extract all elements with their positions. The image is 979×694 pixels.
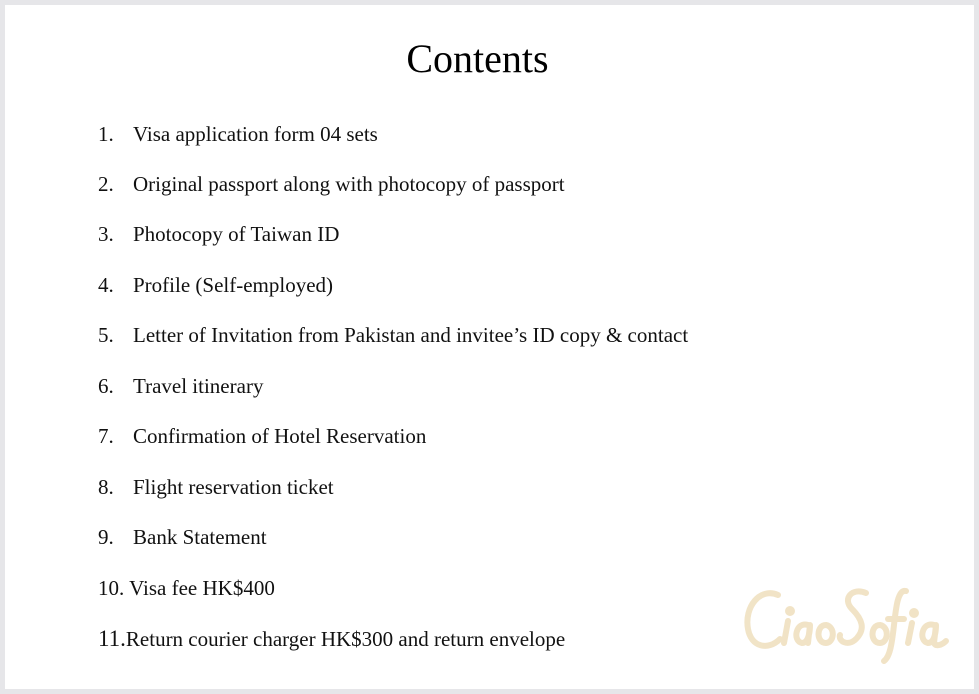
item-number: 6.: [98, 374, 114, 398]
item-text: Bank Statement: [133, 525, 267, 549]
item-number: 7.: [98, 424, 114, 448]
list-item: [98, 522, 267, 552]
document-page: [5, 5, 974, 689]
list-item: [98, 573, 275, 603]
list-item: [98, 421, 426, 451]
item-text: Travel itinerary: [133, 374, 264, 398]
item-number: 4.: [98, 273, 114, 297]
item-number: 3.: [98, 222, 114, 246]
item-number: 5.: [98, 323, 114, 347]
item-text: Flight reservation ticket: [133, 475, 334, 499]
list-item: [98, 119, 378, 149]
list-item: [98, 270, 333, 300]
item-text: Return courier charger HK$300 and return envelope: [125, 627, 566, 651]
list-item: [98, 472, 334, 502]
item-text: Original passport along with photocopy of passport: [133, 172, 565, 196]
item-text: Visa fee HK$400: [124, 576, 275, 600]
item-number: 10.: [98, 576, 125, 600]
item-text: Confirmation of Hotel Reservation: [133, 424, 427, 448]
list-item: [98, 371, 263, 401]
list-item: [98, 624, 565, 654]
item-number: 2.: [98, 172, 114, 196]
item-number: 9.: [98, 525, 114, 549]
list-item: [98, 219, 339, 249]
item-text: Letter of Invitation from Pakistan and invitee’s ID copy & contact: [133, 323, 689, 347]
item-number: 1.: [98, 122, 114, 146]
item-text: Profile (Self-employed): [133, 273, 334, 297]
item-number: 11.: [98, 626, 126, 651]
page-title: Contents: [406, 36, 549, 81]
list-item: [98, 169, 565, 199]
item-text: Photocopy of Taiwan ID: [133, 222, 340, 246]
item-number: 8.: [98, 475, 114, 499]
ciaosofia-watermark-logo: [738, 577, 953, 667]
list-item: [98, 320, 688, 350]
item-text: Visa application form 04 sets: [133, 122, 378, 146]
